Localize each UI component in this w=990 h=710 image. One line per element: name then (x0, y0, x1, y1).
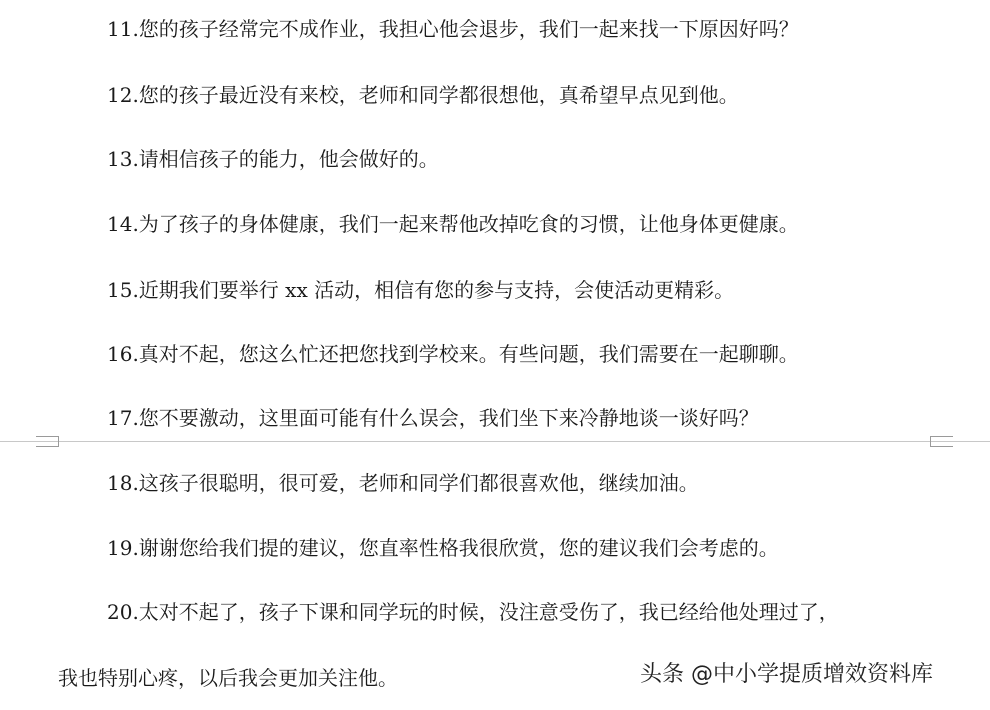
paragraph-line-14: 14.为了孩子的身体健康，我们一起来帮他改掉吃食的习惯，让他身体更健康。 (107, 212, 799, 236)
paragraph-line-15: 15.近期我们要举行 xx 活动，相信有您的参与支持，会使活动更精彩。 (107, 278, 735, 302)
paragraph-line-12: 12.您的孩子最近没有来校，老师和同学都很想他，真希望早点见到他。 (107, 83, 739, 107)
paragraph-line-18: 18.这孩子很聪明，很可爱，老师和同学们都很喜欢他，继续加油。 (107, 471, 699, 495)
left-margin-marker (36, 436, 59, 447)
page-break-divider (0, 441, 990, 442)
paragraph-line-20-continued: 我也特别心疼，以后我会更加关注他。 (58, 666, 398, 690)
right-margin-marker (930, 436, 953, 447)
watermark-label: 头条 @中小学提质增效资料库 (640, 662, 933, 687)
paragraph-line-11: 11.您的孩子经常完不成作业，我担心他会退步，我们一起来找一下原因好吗？ (107, 17, 799, 41)
paragraph-line-17: 17.您不要激动，这里面可能有什么误会，我们坐下来冷静地谈一谈好吗？ (107, 406, 759, 430)
paragraph-line-16: 16.真对不起，您这么忙还把您找到学校来。有些问题，我们需要在一起聊聊。 (107, 342, 799, 366)
paragraph-line-19: 19.谢谢您给我们提的建议，您直率性格我很欣赏，您的建议我们会考虑的。 (107, 536, 779, 560)
paragraph-line-20: 20.太对不起了，孩子下课和同学玩的时候，没注意受伤了，我已经给他处理过了， (107, 600, 839, 624)
paragraph-line-13: 13.请相信孩子的能力，他会做好的。 (107, 147, 439, 171)
